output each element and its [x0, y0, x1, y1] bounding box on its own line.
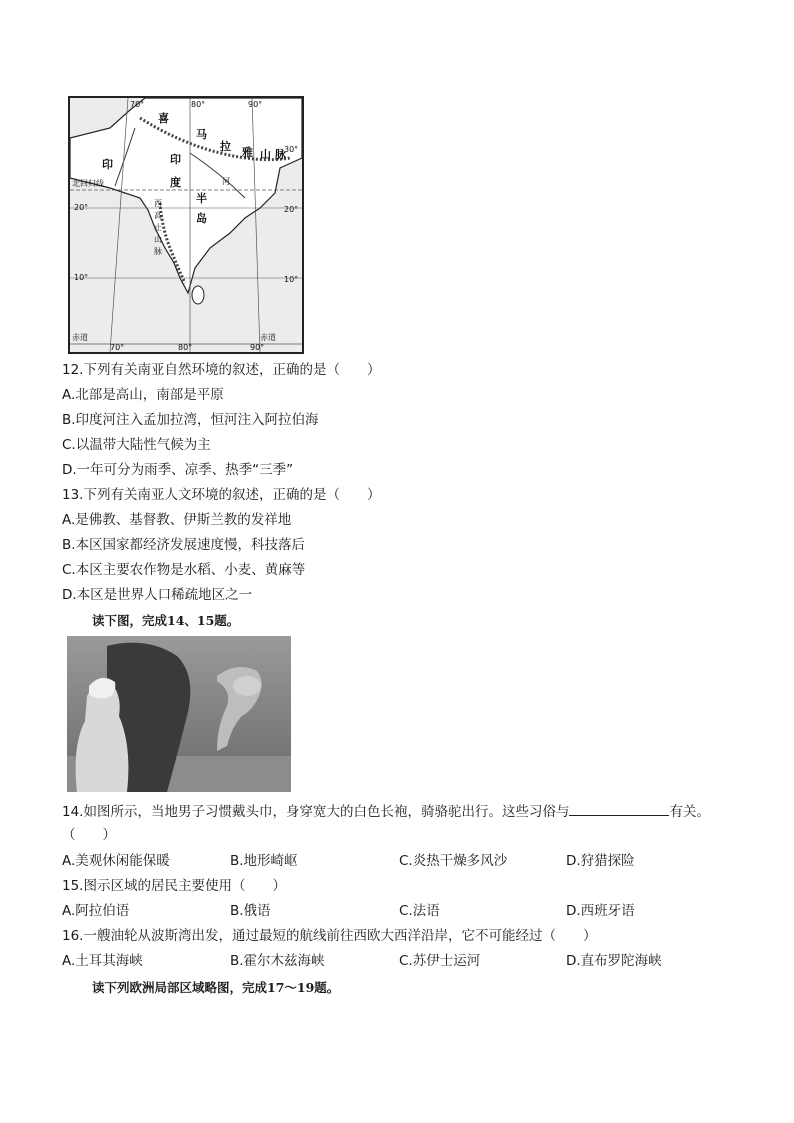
ghats-char-2: 高 — [154, 211, 162, 220]
lon-label-80-top: 80° — [191, 100, 206, 109]
q12-option-b: B.印度河注入孟加拉湾，恒河注入阿拉伯海 — [62, 412, 319, 428]
lat-label-20-left: 20° — [74, 203, 89, 212]
himalaya-char-4: 雅 — [242, 146, 253, 159]
river-label: 河 — [222, 177, 230, 186]
lead-text-17-19: 读下列欧洲局部区域略图，完成17～19题。 — [92, 980, 340, 995]
equator-right-label: 赤道 — [260, 333, 276, 342]
lon-label-70-top: 70° — [130, 100, 145, 109]
q16-option-b: B.霍尔木兹海峡 — [230, 953, 325, 969]
south-asia-map — [68, 96, 304, 354]
ghats-char-3: 止 — [154, 223, 162, 232]
q15-option-a: A.阿拉伯语 — [62, 903, 130, 919]
lat-label-10: 10° — [284, 275, 299, 284]
lon-label-70-bottom: 70° — [110, 343, 125, 352]
q12-option-c: C.以温带大陆性气候为主 — [62, 437, 211, 453]
lat-label-30: 30° — [284, 145, 299, 154]
tropic-label: 北回归线 — [72, 179, 104, 188]
q14-option-b: B.地形崎岖 — [230, 853, 298, 869]
ghats-char-5: 脉 — [154, 247, 162, 256]
q16-option-a: A.土耳其海峡 — [62, 953, 143, 969]
q16-options — [62, 952, 742, 970]
q14-stem-text: 14.如图所示，当地男子习惯戴头巾，身穿宽大的白色长袍，骑骆驼出行。这些习俗与 — [62, 804, 570, 820]
lat-label-20: 20° — [284, 205, 299, 214]
q16-option-c: C.苏伊士运河 — [399, 953, 481, 969]
q15-stem: 15.图示区域的居民主要使用（ ） — [62, 878, 286, 894]
q14-option-c: C.炎热干燥多风沙 — [399, 853, 508, 869]
q14-stem — [62, 801, 710, 821]
q14-option-d: D.狩猎探险 — [566, 853, 635, 869]
plateau-char-3: 半 — [196, 192, 207, 205]
q15-option-b: B.俄语 — [230, 903, 271, 919]
q14-paren: （ ） — [62, 827, 116, 843]
q15-options — [62, 902, 742, 920]
camel-photo-svg — [67, 636, 291, 792]
lead-text-14-15: 读下图，完成14、15题。 — [92, 613, 240, 628]
equator-left-label: 赤道 — [72, 333, 88, 342]
map-label-west: 印 — [102, 158, 113, 171]
lon-label-90-bottom: 90° — [250, 343, 265, 352]
q16-stem: 16.一艘油轮从波斯湾出发，通过最短的航线前往西欧大西洋沿岸，它不可能经过（ ） — [62, 928, 597, 944]
himalaya-char-1: 喜 — [158, 112, 169, 125]
q13-option-a: A.是佛教、基督教、伊斯兰教的发祥地 — [62, 512, 292, 528]
plateau-char-2: 度 — [170, 176, 181, 189]
q14-options — [62, 852, 742, 870]
q12-option-d: D.一年可分为雨季、凉季、热季“三季” — [62, 462, 294, 478]
plateau-char-4: 岛 — [196, 212, 207, 225]
q14-option-a: A.美观休闲能保暖 — [62, 853, 170, 869]
q13-stem: 13.下列有关南亚人文环境的叙述，正确的是（ ） — [62, 487, 381, 503]
q15-option-d: D.西班牙语 — [566, 903, 635, 919]
lat-label-10-left: 10° — [74, 273, 89, 282]
himalaya-char-2: 马 — [196, 128, 207, 141]
camel-photo — [67, 636, 291, 792]
himalaya-char-3: 拉 — [220, 140, 231, 153]
q14-stem-end: 有关。 — [669, 804, 710, 820]
plateau-char-1: 印 — [170, 153, 181, 166]
ghats-char-4: 山 — [154, 235, 162, 244]
lon-label-90-top: 90° — [248, 100, 263, 109]
q13-option-c: C.本区主要农作物是水稻、小麦、黄麻等 — [62, 562, 306, 578]
q13-option-d: D.本区是世界人口稀疏地区之一 — [62, 587, 253, 603]
q13-option-b: B.本区国家都经济发展速度慢，科技落后 — [62, 537, 306, 553]
q14-blank — [569, 801, 669, 816]
q12-option-a: A.北部是高山，南部是平原 — [62, 387, 224, 403]
q12-stem: 12.下列有关南亚自然环境的叙述，正确的是（ ） — [62, 362, 381, 378]
ghats-char-1: 西 — [154, 199, 162, 208]
himalaya-char-5: 山 — [260, 148, 271, 161]
himalaya-char-6: 脉 — [275, 148, 286, 161]
q15-option-c: C.法语 — [399, 903, 440, 919]
map-svg — [70, 98, 302, 352]
lon-label-80-bottom: 80° — [178, 343, 193, 352]
q16-option-d: D.直布罗陀海峡 — [566, 953, 662, 969]
